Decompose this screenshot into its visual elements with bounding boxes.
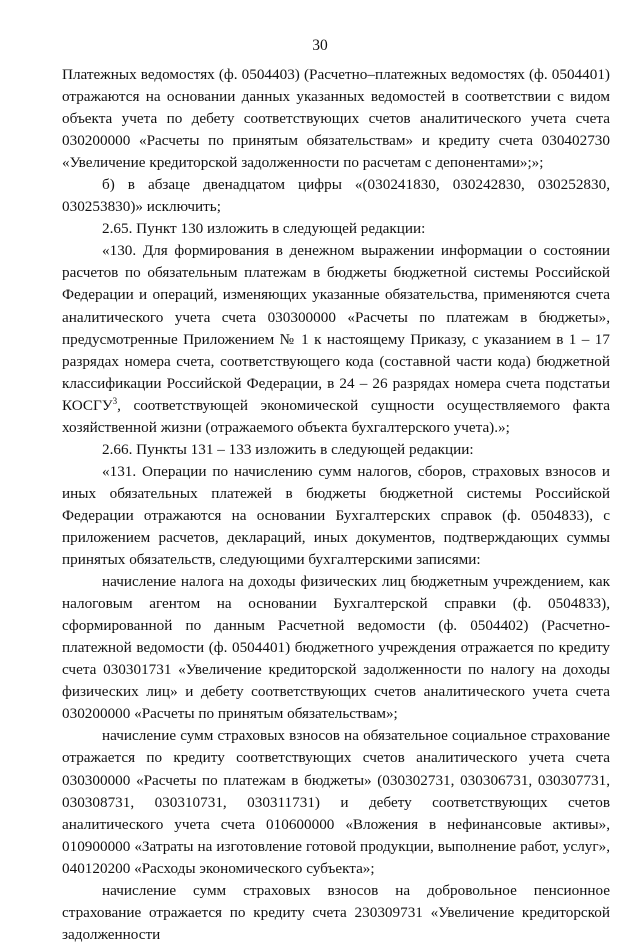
paragraph-131: «131. Операции по начислению сумм налогов, сборов, страховых взносов и иных обязательных платежей в бюджеты бюджетной системы Российской Федерации отражаются на основании Бухгалтерских справок (ф. 0504833), с приложением расчетов, деклараций, иных документов, подтверждающих суммы принятых обязательств, следующими бухгалтерскими записями:: [62, 462, 610, 569]
page-number: 30: [312, 37, 328, 54]
paragraph-continuation: Платежных ведомостях (ф. 0504403) (Расчетно–платежных ведомостях (ф. 0504401) отражаются на основании данных указанных ведомостей в соответствии с видом объекта учета по дебету соответствующих счетов аналитического учета счета 030200000 «Расчеты по принятым обязательствам» и кредиту счета 030402730 «Увеличение кредиторской задолженности по расчетам с депонентами»;»;: [62, 66, 610, 172]
paragraph-130-text: «130. Для формирования в денежном выражении информации о состоянии расчетов по обязательным платежам в бюджеты бюджетной системы Российской Федерации и операций, изменяющих указанные обязательства, применяются счета аналитического учета счета 030300000 «Расчеты по платежам в бюджеты», предусмотренные Приложением № 1 к настоящему Приказу, с указанием в 1 – 17 разрядах номера счета, соответствующего кода (составной части кода) бюджетной классификации Российской Федерации, в 24 – 26 разрядах номера счета подстатьи КОСГУ: [62, 242, 610, 414]
paragraph-130-text-end: , соответствующей экономической сущности осуществляемого факта хозяйственной жизни (отражаемого объекта бухгалтерского учета).»;: [62, 396, 610, 436]
paragraph-item-b: б) в абзаце двенадцатом цифры «(030241830, 030242830, 030252830, 030253830)» исключить;: [62, 176, 610, 216]
paragraph-130: [62, 240, 610, 438]
footnote-mark: 3: [112, 395, 118, 406]
document-body: [62, 64, 610, 946]
paragraph-pension-insurance-accrual: начисление сумм страховых взносов на добровольное пенсионное страхование отражается по кредиту счета 230309731 «Увеличение кредиторской задолженности: [62, 881, 610, 943]
paragraph-ndfl-accrual: начисление налога на доходы физических лиц бюджетным учреждением, как налоговым агентом на основании Бухгалтерской справки (ф. 0504833), сформированной по данным Расчетной ведомости (ф. 0504402) (Расчетно-платежной ведомости (ф. 0504401) бюджетного учреждения отражается по кредиту счета 030301731 «Увеличение кредиторской задолженности по налогу на доходы физических лиц» и дебету соответствующих счетов аналитического учета счета 030200000 «Расчеты по принятым обязательствам»;: [62, 573, 610, 723]
paragraph-2-66-heading: 2.66. Пункты 131 – 133 изложить в следующей редакции:: [102, 440, 474, 458]
paragraph-2-65-heading: 2.65. Пункт 130 изложить в следующей редакции:: [102, 220, 426, 238]
paragraph-social-insurance-accrual: начисление сумм страховых взносов на обязательное социальное страхование отражается по кредиту соответствующих счетов аналитического учета счета 030300000 «Расчеты по платежам в бюджеты» (030302731, 030306731, 030307731, 030308731, 030310731, 030311731) и дебету соответствующих счетов аналитического учета счета 010600000 «Вложения в нефинансовые активы», 010900000 «Затраты на изготовление готовой продукции, выполнение работ, услуг», 040120200 «Расходы экономического субъекта»;: [62, 727, 610, 877]
